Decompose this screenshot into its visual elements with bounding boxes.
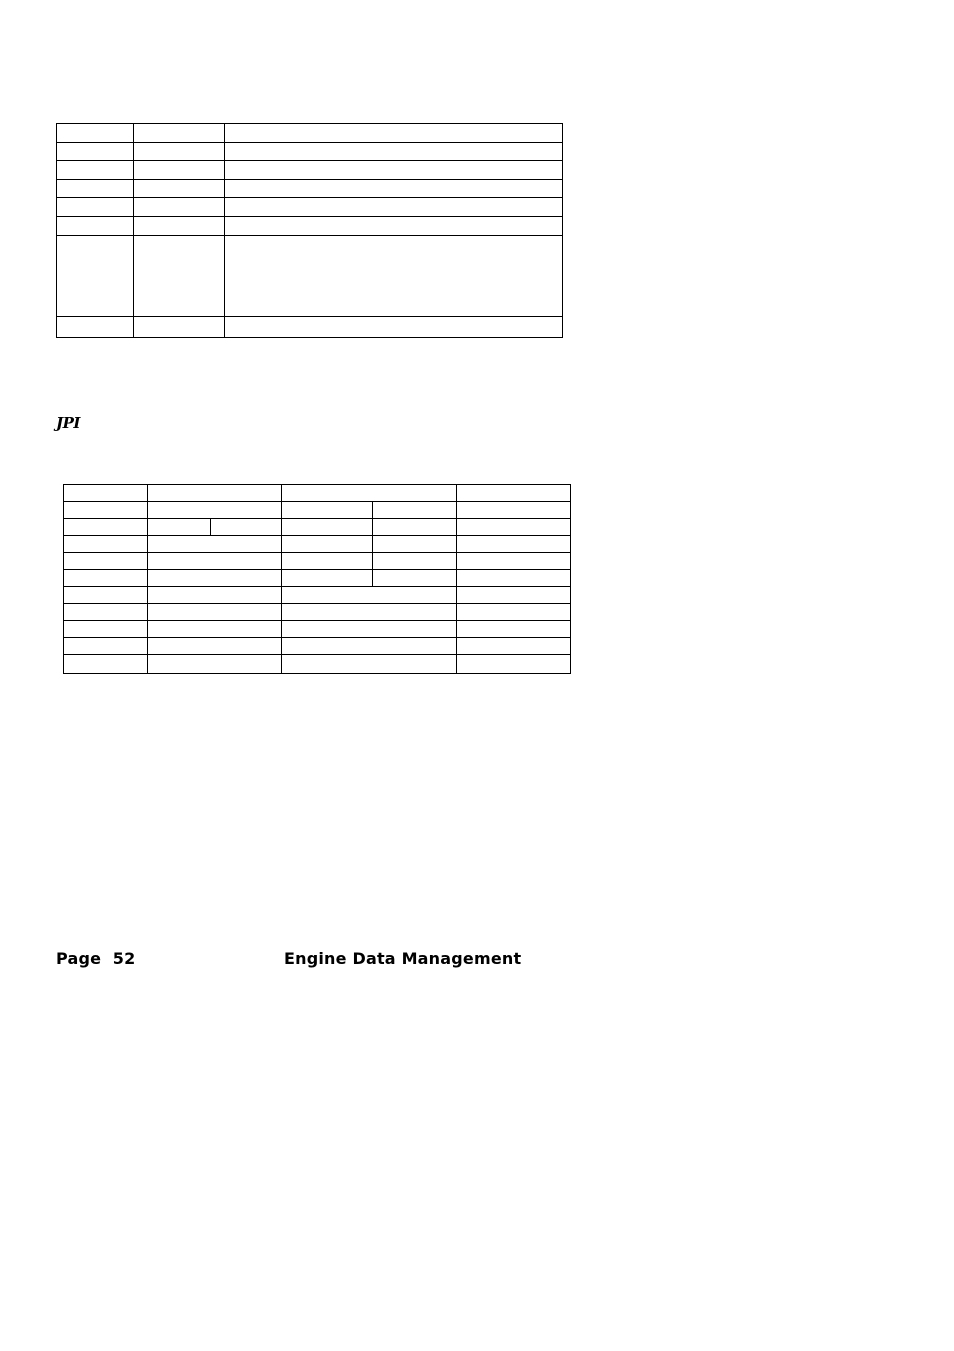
- table-row: [64, 638, 571, 655]
- table-row: [64, 502, 571, 519]
- table-1: [56, 123, 563, 338]
- jpi-logo: JPI: [56, 414, 80, 432]
- table-row: [64, 587, 571, 604]
- table-row: [64, 553, 571, 570]
- section-title: Engine Data Management: [284, 949, 522, 968]
- page-number: Page 52: [56, 949, 136, 968]
- table-row: [64, 536, 571, 553]
- table-row: [57, 180, 563, 198]
- table-row: [57, 143, 563, 161]
- table-row: [57, 124, 563, 143]
- table-row: [64, 519, 571, 536]
- table-row: [57, 217, 563, 236]
- table-row: [57, 161, 563, 180]
- table-row: [64, 604, 571, 621]
- table-row: [64, 485, 571, 502]
- table-2: [63, 484, 571, 674]
- table-row: [57, 198, 563, 217]
- table-row: [64, 621, 571, 638]
- table-row: [57, 236, 563, 317]
- table-row: [64, 655, 571, 674]
- table-row: [57, 317, 563, 338]
- table-row: [64, 570, 571, 587]
